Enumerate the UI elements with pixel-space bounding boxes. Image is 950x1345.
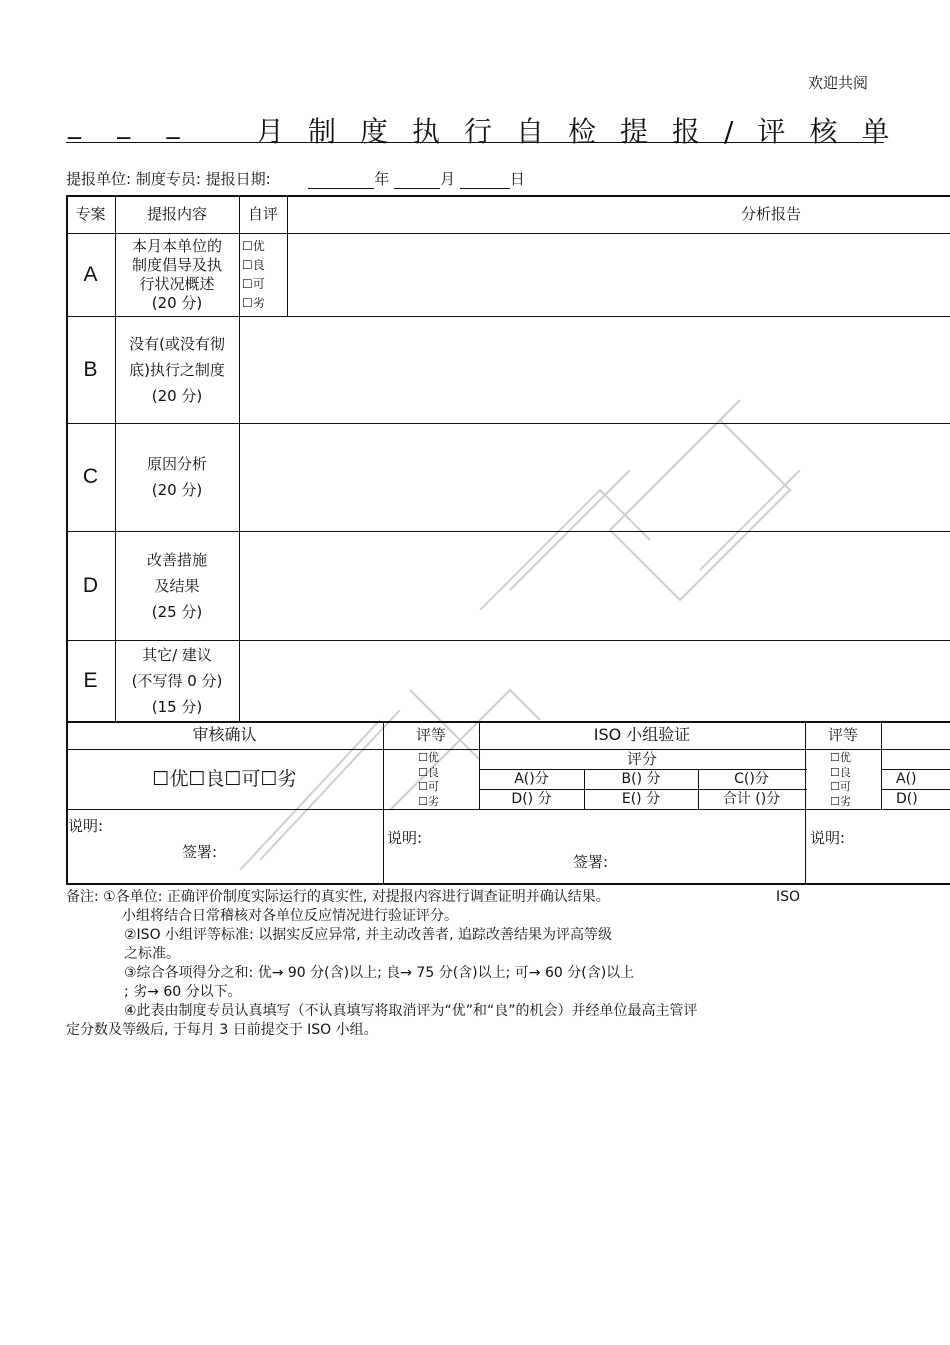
- note-label-2: 说明:: [387, 829, 423, 847]
- iso-verify-header: ISO 小组验证: [593, 725, 691, 744]
- info-label: 提报单位: 制度专员: 提报日期:: [66, 170, 271, 188]
- year-label: 年: [374, 170, 390, 188]
- option-poor[interactable]: ☐劣: [830, 794, 851, 808]
- row-c-content: [115, 423, 239, 531]
- row-d-line: (25 分): [151, 602, 203, 621]
- header-self-eval: 自评: [247, 205, 278, 223]
- note-2: ②ISO 小组评等标准: 以据实反应异常, 并主动改善者, 追踪改善结果为评高等级: [124, 927, 613, 943]
- row-e-letter: E: [83, 668, 98, 692]
- note-3-cont: ; 劣→ 60 分以下。: [124, 984, 242, 1000]
- row-a-line: 本月本单位的: [131, 236, 222, 255]
- note-label-1: 说明:: [68, 817, 104, 835]
- col-divider: [881, 721, 882, 809]
- note-label-3: 说明:: [810, 829, 846, 847]
- page-title: 月制度执行自检提报/评核单: [256, 115, 914, 148]
- row-d-letter: D: [82, 573, 99, 597]
- option-good[interactable]: ☐良: [830, 765, 851, 779]
- row-b-letter: B: [83, 357, 98, 381]
- remarks: [66, 888, 806, 1040]
- header-analysis: 分析报告: [740, 205, 801, 223]
- score-header: 评分: [626, 750, 657, 768]
- note-4: ④此表由制度专员认真填写（不认真填写将取消评为“优”和“良”的机会）并经单位最高主管评: [124, 1003, 698, 1019]
- row-b-line: 底)执行之制度: [129, 360, 225, 379]
- row-c-line: 原因分析: [146, 455, 207, 473]
- note-1-cont: 小组将结合日常稽核对各单位反应情况进行验证评分。: [122, 908, 458, 924]
- report-info-line: [66, 168, 525, 189]
- row-d-line: 及结果: [154, 576, 200, 595]
- option-excellent[interactable]: ☐优: [242, 239, 265, 253]
- header-content: 提报内容: [146, 205, 207, 223]
- welcome-text: 欢迎共阅: [808, 74, 869, 92]
- option-excellent[interactable]: ☐优: [418, 751, 439, 764]
- option-fair[interactable]: ☐可: [418, 780, 439, 793]
- report-table: [66, 195, 950, 885]
- year-field[interactable]: [308, 172, 374, 189]
- row-c-letter: C: [82, 465, 99, 488]
- day-field[interactable]: [460, 172, 510, 189]
- row-e-line: (15 分): [151, 697, 203, 716]
- option-poor[interactable]: ☐劣: [418, 794, 439, 808]
- month-field[interactable]: [394, 172, 440, 189]
- row-a-letter: A: [83, 262, 98, 286]
- row-a-line: 制度倡导及执: [131, 255, 222, 274]
- iso-grade-options-2: [830, 751, 851, 809]
- month-label: 月: [440, 170, 456, 188]
- row-e-line: 其它/ 建议: [142, 645, 212, 664]
- option-poor[interactable]: ☐劣: [242, 296, 265, 310]
- grade-header-2: 评等: [827, 726, 858, 744]
- note-1-text: 备注: ①各单位: 正确评价制度实际运行的真实性, 对提报内容进行调查证明并确认结果。: [66, 889, 610, 905]
- sign-label-2: 签署:: [573, 853, 609, 871]
- note-2-cont: 之标准。: [124, 946, 180, 962]
- title-blanks: _ _ _: [68, 110, 194, 140]
- score-a[interactable]: A()分: [514, 771, 549, 787]
- title-row: [66, 108, 914, 148]
- option-good[interactable]: ☐良: [418, 765, 439, 779]
- col-divider: [287, 195, 288, 316]
- score-d[interactable]: D() 分: [511, 791, 552, 807]
- score-e[interactable]: E() 分: [621, 791, 661, 807]
- score-c[interactable]: C()分: [734, 771, 769, 787]
- note-4-cont: 定分数及等级后, 于每月 3 日前提交于 ISO 小组。: [66, 1022, 378, 1038]
- option-fair[interactable]: ☐可: [242, 277, 265, 291]
- day-label: 日: [509, 170, 525, 188]
- score-d-2[interactable]: D(): [896, 791, 918, 807]
- iso-grade-options: [418, 751, 439, 809]
- option-excellent[interactable]: ☐优: [830, 751, 851, 764]
- col-divider: [239, 195, 240, 721]
- grade-header: 评等: [415, 726, 446, 744]
- row-d-content: [115, 531, 239, 640]
- sign-label-1: 签署:: [182, 843, 218, 861]
- row-a-content: [115, 233, 239, 316]
- row-b-line: (20 分): [151, 386, 203, 405]
- row-e-line: (不写得 0 分): [131, 671, 223, 690]
- self-eval-options: [242, 237, 265, 313]
- row-c-line: (20 分): [151, 481, 203, 499]
- option-fair[interactable]: ☐可: [830, 780, 851, 793]
- row-b-line: 没有(或没有彻: [129, 334, 225, 353]
- header-case: 专案: [75, 205, 106, 223]
- audit-confirm-header: 审核确认: [192, 725, 257, 744]
- row-e-content: [115, 640, 239, 721]
- score-a-2[interactable]: A(): [896, 771, 917, 787]
- score-total[interactable]: 合计 ()分: [722, 791, 781, 807]
- table-border-bottom: [66, 883, 950, 885]
- row-a-line: (20 分): [151, 293, 203, 312]
- note-1-iso: ISO: [776, 889, 801, 905]
- info-gap: [275, 173, 303, 189]
- note-1: [66, 888, 806, 907]
- row-divider: [66, 809, 950, 810]
- row-d-line: 改善措施: [146, 550, 207, 569]
- row-a-line: 行状况概述: [139, 274, 215, 293]
- note-3: ③综合各项得分之和: 优→ 90 分(含)以上; 良→ 75 分(含)以上; 可→ 60 分(含)以上: [124, 965, 635, 981]
- audit-grade-options[interactable]: ☐优☐良☐可☐劣: [152, 768, 297, 790]
- option-good[interactable]: ☐良: [242, 258, 265, 272]
- score-b[interactable]: B() 分: [621, 771, 661, 787]
- row-b-content: [115, 316, 239, 423]
